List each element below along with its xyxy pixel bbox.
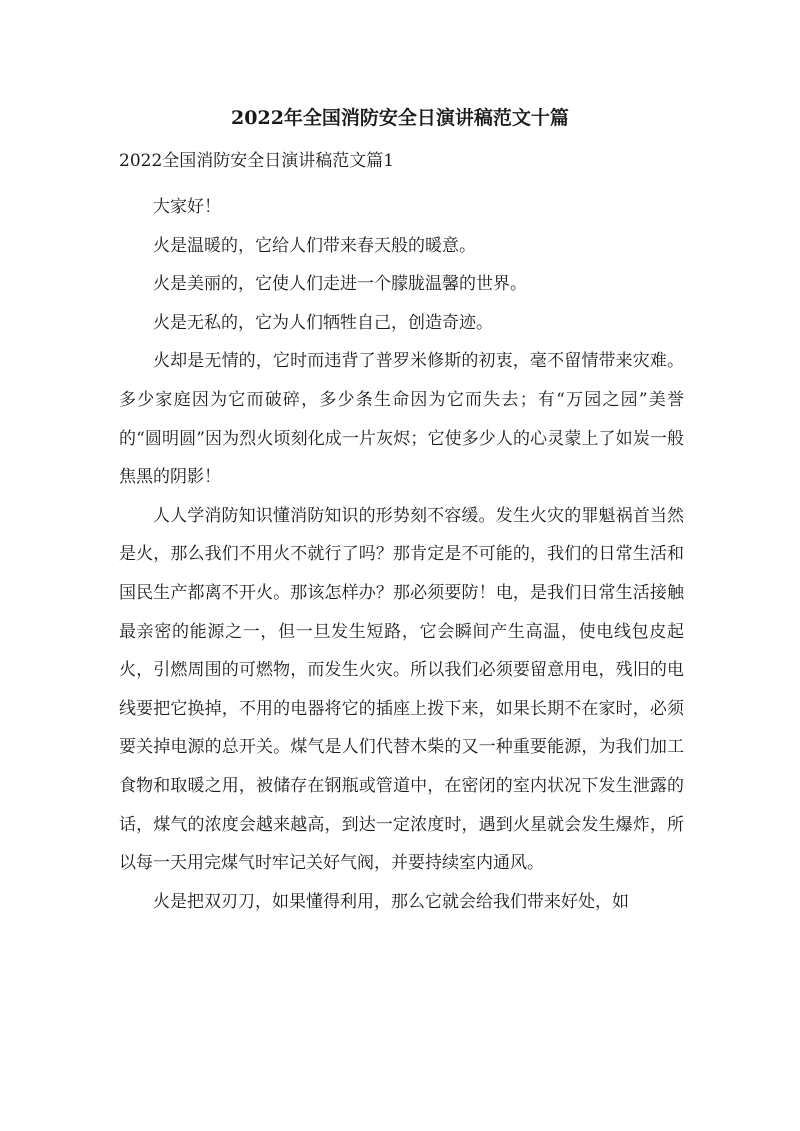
paragraph: 火却是无情的，它时而违背了普罗米修斯的初衷，毫不留情带来灾难。多少家庭因为它而破碎，多少条生命因为它而失去；有“万园之园”美誉的“圆明圆”因为烈火顷刻化成一片灰烬；它使多少人的心灵蒙上了如炭一般焦黑的阴影！ bbox=[119, 351, 684, 488]
document-body bbox=[119, 188, 684, 921]
document-title: 2022年全国消防安全日演讲稿范文十篇 bbox=[231, 107, 569, 129]
section-title: 2022全国消防安全日演讲稿范文篇1 bbox=[119, 151, 395, 171]
paragraph: 火是把双刃刀，如果懂得利用，那么它就会给我们带来好处，如 bbox=[153, 891, 629, 912]
paragraph: 火是美丽的，它使人们走进一个朦胧温馨的世界。 bbox=[153, 274, 527, 295]
paragraph: 人人学消防知识懂消防知识的形势刻不容缓。发生火灾的罪魁祸首当然是火，那么我们不用火不就行了吗？那肯定是不可能的，我们的日常生活和国民生产都离不开火。那该怎样办？那必须要防！电，是我们日常生活接触最亲密的能源之一，但一旦发生短路，它会瞬间产生高温，使电线包皮起火，引燃周围的可燃物，而发生火灾。所以我们必须要留意用电，残旧的电线要把它换掉，不用的电器将它的插座上拨下来，如果长期不在家时，必须要关掉电源的总开关。煤气是人们代替木柴的又一种重要能源，为我们加工食物和取暖之用，被储存在钢瓶或管道中，在密闭的室内状况下发生泄露的话，煤气的浓度会越来越高，到达一定浓度时，遇到火星就会发生爆炸，所以每一天用完煤气时牢记关好气阀，并要持续室内通风。 bbox=[119, 505, 684, 874]
paragraph: 火是无私的，它为人们牺牲自己，创造奇迹。 bbox=[153, 312, 493, 333]
paragraph-greeting: 大家好！ bbox=[153, 197, 221, 217]
paragraph: 火是温暖的，它给人们带来春天般的暖意。 bbox=[153, 235, 476, 256]
